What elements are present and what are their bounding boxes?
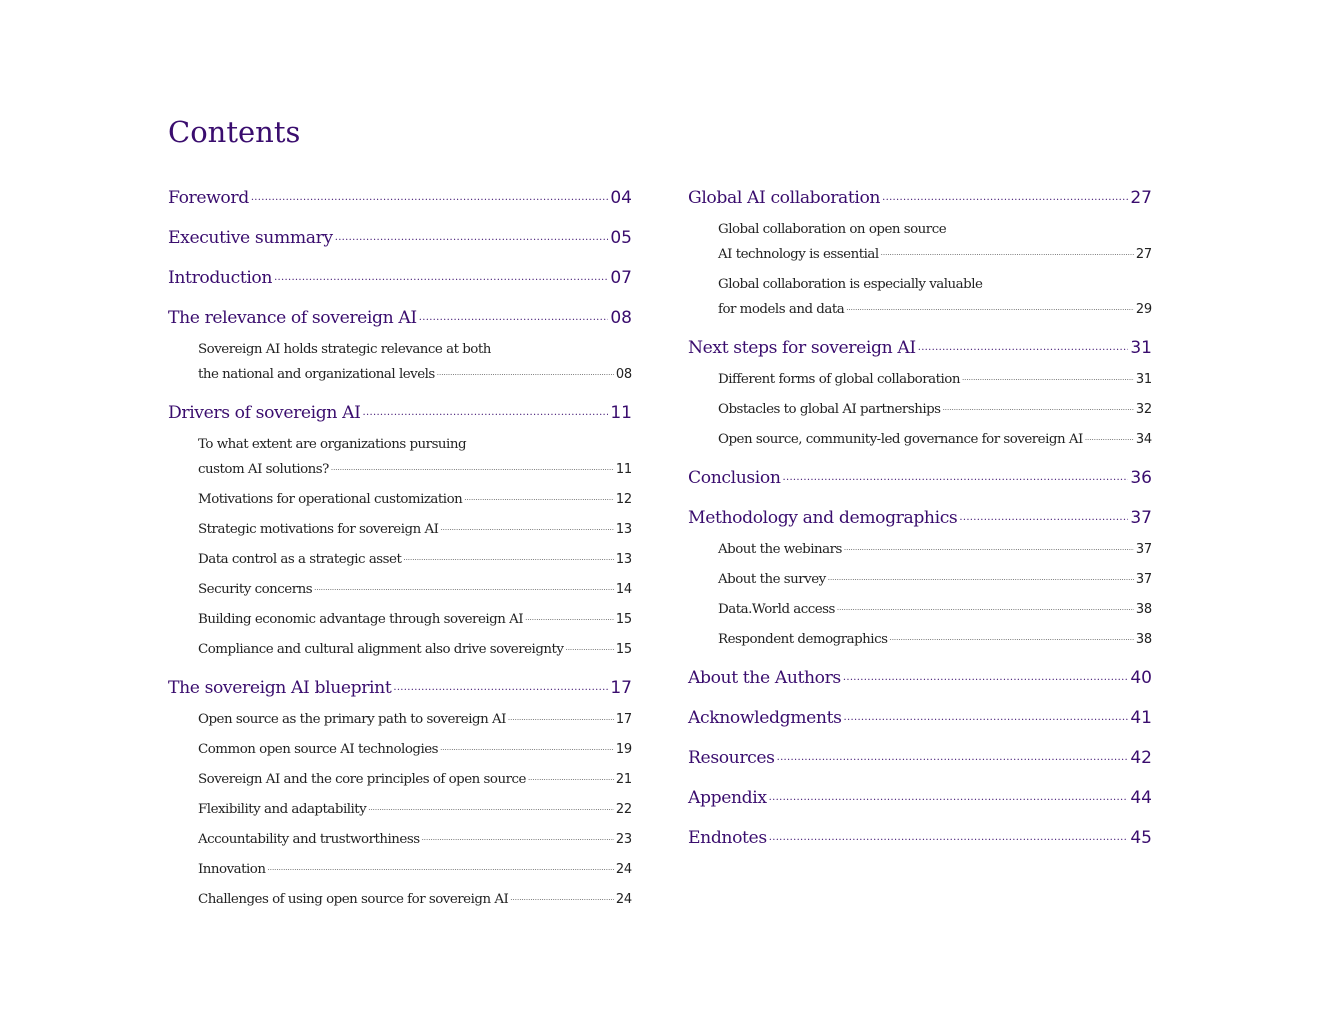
dot-leader xyxy=(828,566,1134,591)
toc-entry[interactable] xyxy=(168,677,632,702)
toc-entry-page: 40 xyxy=(1130,668,1152,688)
toc-entry-page: 13 xyxy=(615,522,632,537)
dot-leader xyxy=(510,886,614,911)
dot-leader xyxy=(882,187,1128,209)
dot-leader xyxy=(251,187,609,209)
dot-leader xyxy=(769,827,1129,849)
toc-entry[interactable] xyxy=(688,827,1152,852)
toc-entry-label: Foreword xyxy=(168,188,249,208)
toc-entry-label: Respondent demographics xyxy=(718,632,888,647)
dot-leader xyxy=(464,486,614,511)
toc-subentry[interactable] xyxy=(198,547,632,574)
toc-entry-page: 11 xyxy=(615,462,632,477)
toc-subentry[interactable] xyxy=(718,597,1152,624)
toc-entry[interactable] xyxy=(688,467,1152,492)
toc-entry-label: Data.World access xyxy=(718,602,835,617)
toc-entry[interactable] xyxy=(688,787,1152,812)
toc-entry-page: 08 xyxy=(615,367,632,382)
toc-subentry[interactable] xyxy=(718,397,1152,424)
dot-leader xyxy=(440,736,614,761)
toc-entry-label: Motivations for operational customization xyxy=(198,492,463,507)
dot-leader xyxy=(437,361,614,386)
toc-entry-page: 45 xyxy=(1130,828,1152,848)
toc-entry-page: 04 xyxy=(610,188,632,208)
dot-leader xyxy=(843,667,1129,689)
toc-entry-page: 38 xyxy=(1135,632,1152,647)
toc-subentry[interactable] xyxy=(198,887,632,914)
toc-entry-page: 37 xyxy=(1130,508,1152,528)
dot-leader xyxy=(962,366,1134,391)
toc-entry[interactable] xyxy=(688,507,1152,532)
dot-leader xyxy=(837,596,1134,621)
toc-entry-page: 31 xyxy=(1135,372,1152,387)
dot-leader xyxy=(844,707,1129,729)
toc-entry-label: Data control as a strategic asset xyxy=(198,552,402,567)
toc-subentry[interactable] xyxy=(198,827,632,854)
toc-entry-label: Different forms of global collaboration xyxy=(718,372,960,387)
toc-entry-page: 23 xyxy=(615,832,632,847)
toc-entry-label: The relevance of sovereign AI xyxy=(168,308,417,328)
toc-subentry[interactable] xyxy=(198,857,632,884)
toc-entry[interactable] xyxy=(168,227,632,252)
toc-entry-label: Drivers of sovereign AI xyxy=(168,403,361,423)
dot-leader xyxy=(918,337,1129,359)
toc-entry-page: 19 xyxy=(615,742,632,757)
dot-leader xyxy=(528,766,614,791)
toc-entry-page: 42 xyxy=(1130,748,1152,768)
toc-entry-page: 24 xyxy=(615,892,632,907)
toc-entry[interactable] xyxy=(688,337,1152,362)
toc-entry[interactable] xyxy=(688,667,1152,692)
toc-entry-label: Open source as the primary path to sovereign AI xyxy=(198,712,506,727)
toc-entry-label: Introduction xyxy=(168,268,273,288)
toc-subentry[interactable] xyxy=(198,577,632,604)
toc-entry-label: Accountability and trustworthiness xyxy=(198,832,420,847)
dot-leader xyxy=(846,296,1134,321)
toc-entry-label: custom AI solutions? xyxy=(198,462,329,477)
toc-entry-label: Strategic motivations for sovereign AI xyxy=(198,522,439,537)
toc-subentry[interactable] xyxy=(718,537,1152,564)
toc-entry-label: Conclusion xyxy=(688,468,781,488)
dot-leader xyxy=(881,241,1134,266)
dot-leader xyxy=(943,396,1134,421)
toc-entry-label: About the survey xyxy=(718,572,826,587)
toc-entry-label: Global AI collaboration xyxy=(688,188,881,208)
dot-leader xyxy=(331,456,614,481)
toc-entry-page: 38 xyxy=(1135,602,1152,617)
toc-subentry[interactable] xyxy=(198,337,632,389)
toc-entry-label: Next steps for sovereign AI xyxy=(688,338,916,358)
toc-subentry[interactable] xyxy=(718,427,1152,454)
toc-entry-label: Obstacles to global AI partnerships xyxy=(718,402,941,417)
toc-entry-label: Executive summary xyxy=(168,228,333,248)
toc-entry[interactable] xyxy=(688,707,1152,732)
toc-subentry[interactable] xyxy=(198,607,632,634)
toc-entry-label: Challenges of using open source for sovereign AI xyxy=(198,892,509,907)
toc-entry-page: 07 xyxy=(610,268,632,288)
toc-entry[interactable] xyxy=(168,187,632,212)
toc-entry-page: 21 xyxy=(615,772,632,787)
toc-entry-label: Sovereign AI and the core principles of open source xyxy=(198,772,526,787)
toc-entry[interactable] xyxy=(168,402,632,427)
toc-entry-label: About the webinars xyxy=(718,542,842,557)
toc-entry[interactable] xyxy=(168,307,632,332)
toc-subentry[interactable] xyxy=(718,627,1152,654)
toc-entry[interactable] xyxy=(688,187,1152,212)
toc-subentry[interactable] xyxy=(198,767,632,794)
toc-entry-page: 14 xyxy=(615,582,632,597)
dot-leader xyxy=(769,787,1129,809)
toc-subentry[interactable] xyxy=(198,517,632,544)
toc-entry-label: Acknowledgments xyxy=(688,708,842,728)
dot-leader xyxy=(783,467,1129,489)
page-title: Contents xyxy=(168,115,301,149)
dot-leader xyxy=(525,606,614,631)
toc-entry-page: 27 xyxy=(1130,188,1152,208)
toc-entry-page: 22 xyxy=(615,802,632,817)
dot-leader xyxy=(565,636,613,661)
toc-entry-label: Innovation xyxy=(198,862,266,877)
toc-entry-label: for models and data xyxy=(718,302,845,317)
toc-subentry[interactable] xyxy=(198,797,632,824)
toc-entry-page: 34 xyxy=(1135,432,1152,447)
dot-leader xyxy=(889,626,1133,651)
toc-subentry[interactable] xyxy=(198,637,632,664)
toc-entry-page: 08 xyxy=(610,308,632,328)
toc-subentry[interactable] xyxy=(198,432,632,484)
dot-leader xyxy=(368,796,614,821)
toc-entry-page: 32 xyxy=(1135,402,1152,417)
toc-entry-page: 27 xyxy=(1135,247,1152,262)
toc-entry[interactable] xyxy=(168,267,632,292)
toc-entry-label: About the Authors xyxy=(688,668,841,688)
toc-entry-page: 05 xyxy=(610,228,632,248)
toc-entry-page: 15 xyxy=(615,642,632,657)
toc-entry-label: The sovereign AI blueprint xyxy=(168,678,392,698)
dot-leader xyxy=(363,402,609,424)
toc-subentry[interactable] xyxy=(718,367,1152,394)
toc-entry-page: 44 xyxy=(1130,788,1152,808)
dot-leader xyxy=(777,747,1129,769)
toc-subentry[interactable] xyxy=(198,737,632,764)
toc-entry-label: AI technology is essential xyxy=(718,247,879,262)
dot-leader xyxy=(314,576,614,601)
toc-entry-label-line1: Global collaboration on open source xyxy=(718,222,947,237)
toc-entry-page: 37 xyxy=(1135,572,1152,587)
toc-entry-page: 37 xyxy=(1135,542,1152,557)
dot-leader xyxy=(959,507,1128,529)
dot-leader xyxy=(393,677,608,699)
dot-leader xyxy=(419,307,609,329)
toc-entry-label: Common open source AI technologies xyxy=(198,742,439,757)
dot-leader xyxy=(335,227,609,249)
toc-entry-label: Appendix xyxy=(688,788,767,808)
dot-leader xyxy=(440,516,613,541)
toc-entry-label: Open source, community-led governance for sovereign AI xyxy=(718,432,1083,447)
toc-subentry[interactable] xyxy=(718,567,1152,594)
toc-subentry[interactable] xyxy=(718,272,1152,324)
dot-leader xyxy=(508,706,614,731)
toc-entry-label: Flexibility and adaptability xyxy=(198,802,367,817)
toc-entry-page: 11 xyxy=(610,403,632,423)
toc-entry-label: Compliance and cultural alignment also drive sovereignty xyxy=(198,642,564,657)
toc-entry[interactable] xyxy=(688,747,1152,772)
toc-entry-label-line1: Global collaboration is especially valuable xyxy=(718,277,983,292)
toc-entry-page: 36 xyxy=(1130,468,1152,488)
dot-leader xyxy=(1085,426,1134,451)
dot-leader xyxy=(422,826,614,851)
toc-entry-label: Endnotes xyxy=(688,828,767,848)
toc-subentry[interactable] xyxy=(198,487,632,514)
toc-entry-label: the national and organizational levels xyxy=(198,367,435,382)
toc-entry-page: 13 xyxy=(615,552,632,567)
dot-leader xyxy=(403,546,613,571)
toc-entry-page: 41 xyxy=(1130,708,1152,728)
toc-entry-page: 12 xyxy=(615,492,632,507)
toc-entry-page: 31 xyxy=(1130,338,1152,358)
toc-entry-label-line1: To what extent are organizations pursuing xyxy=(198,437,467,452)
toc-subentry[interactable] xyxy=(198,707,632,734)
toc-entry-page: 24 xyxy=(615,862,632,877)
toc-entry-page: 17 xyxy=(610,678,632,698)
dot-leader xyxy=(844,536,1134,561)
dot-leader xyxy=(274,267,608,289)
dot-leader xyxy=(268,856,614,881)
toc-entry-label: Resources xyxy=(688,748,775,768)
toc-entry-label: Security concerns xyxy=(198,582,313,597)
toc-entry-page: 17 xyxy=(615,712,632,727)
toc-entry-label: Methodology and demographics xyxy=(688,508,958,528)
toc-subentry[interactable] xyxy=(718,217,1152,269)
toc-entry-label: Building economic advantage through sovereign AI xyxy=(198,612,524,627)
toc-entry-page: 15 xyxy=(615,612,632,627)
toc-entry-page: 29 xyxy=(1135,302,1152,317)
toc-entry-label-line1: Sovereign AI holds strategic relevance at both xyxy=(198,342,491,357)
